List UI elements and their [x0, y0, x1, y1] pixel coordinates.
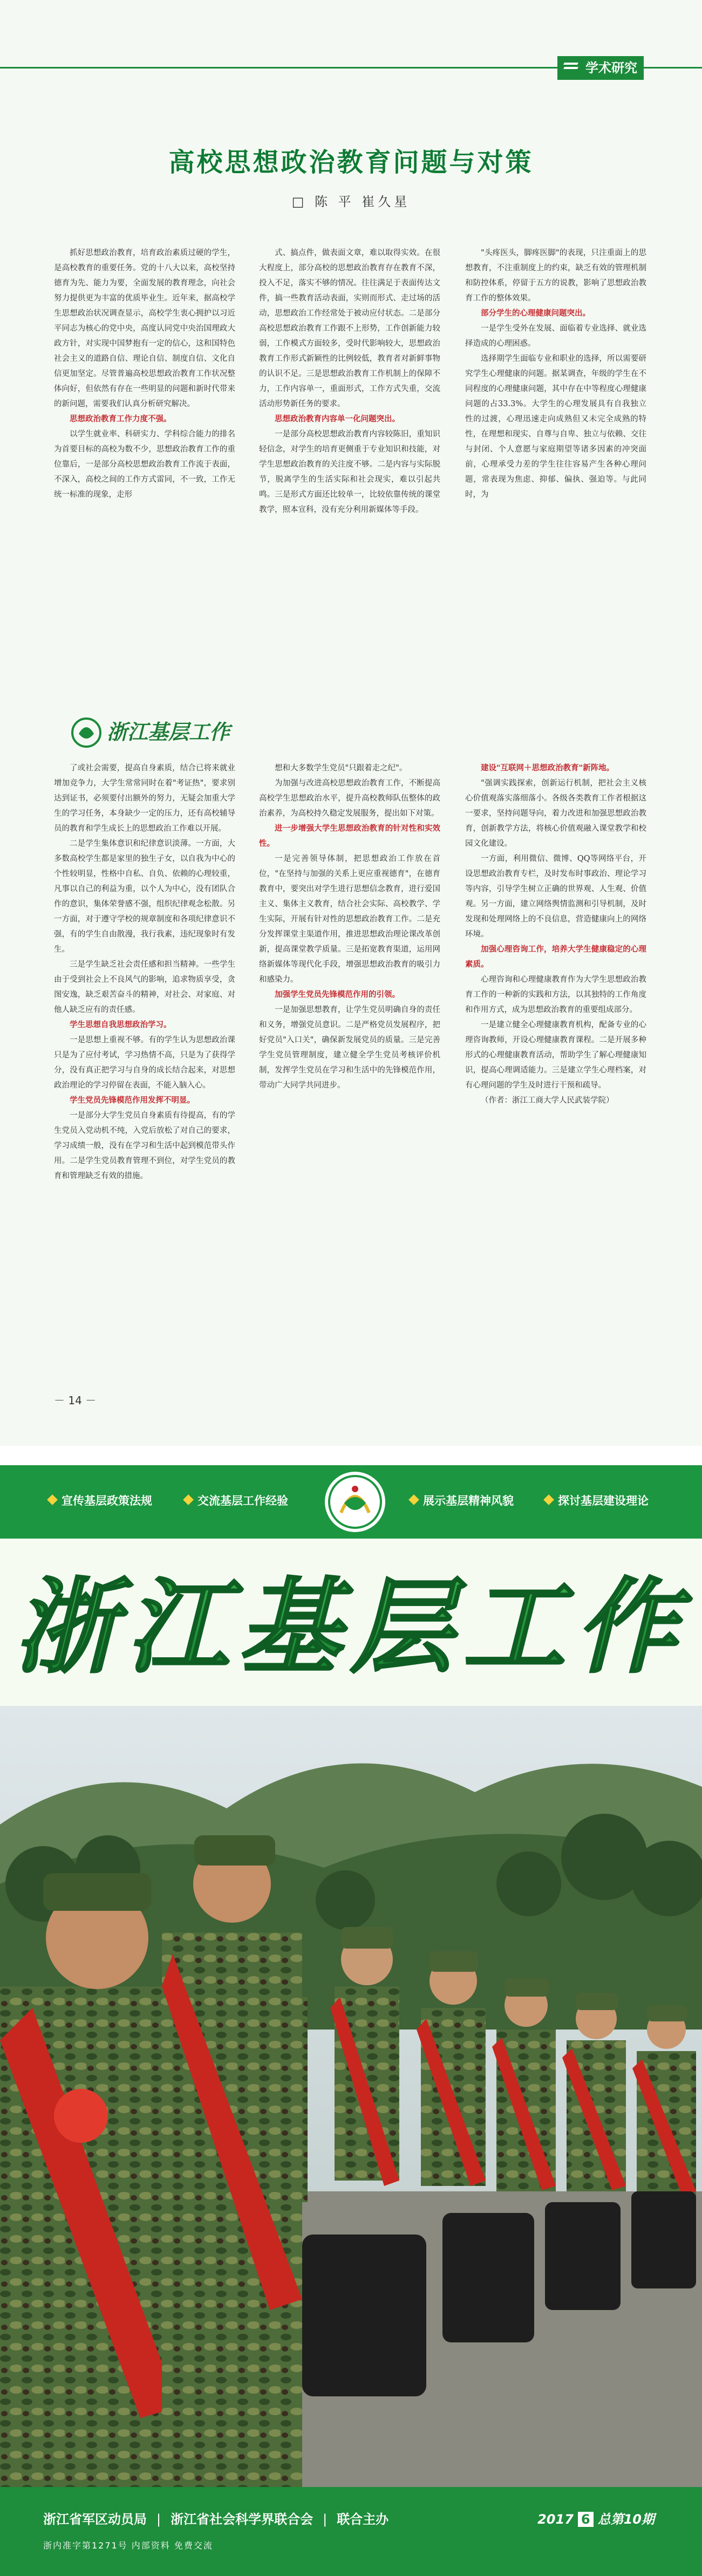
section-heading: 思想政治教育内容单一化问题突出。 — [275, 415, 400, 423]
stripes-icon — [564, 63, 578, 73]
issue-total: 总第10期 — [597, 2512, 655, 2527]
article-title: 高校思想政治教育问题与对策 — [168, 147, 534, 177]
logo-text: 浙江基层工作 — [107, 720, 230, 744]
paragraph: 一是加强思想教育，让学生党员明确自身的责任和义务，增强党员意识。二是严格党员发展程序，把好党员"入口关"，确保新发展党员的质量。三是完善学生党员管理制度，建立健全学生党员考核评价机制，发挥学生党员在学习和生活中的先锋模范作用，带动广大同学共同进步。 — [259, 1006, 440, 1090]
article-column-4 — [54, 761, 235, 1184]
paragraph: 一是建立健全心理健康教育机构，配备专业的心理咨询教师，开设心理健康教育课程。二是开展多种形式的心理健康教育活动，帮助学生了解心理健康知识，提高心理调适能力。三是建立学生心理档案，对有心理问题的学生及时进行干预和疏导。 — [465, 1021, 646, 1090]
calligraphy-logo-icon — [69, 713, 269, 751]
paragraph: （作者：浙江工商大学人民武装学院） — [481, 1096, 614, 1105]
paragraph: 一是思想上重视不够。有的学生认为思想政治课只是为了应付考试，学习热情不高，只是为了获得学分，没有真正把学习与自身的成长结合起来，对思想政治理论的学习停留在表面，不能入脑入心。 — [54, 1036, 235, 1090]
sponsor-1: 浙江省军区动员局 — [43, 2512, 147, 2527]
issue-number: 6 — [578, 2512, 594, 2527]
paragraph: 一方面，利用微信、微博、QQ等网络平台，开设思想政治教育专栏，及时发布时事政治、理论学习等内容，引导学生树立正确的世界观、人生观、价值观。另一方面，建立网络舆情监测和引导机制，及时发现和处理网络上的不良信息，营造健康向上的网络环境。 — [465, 855, 646, 939]
masthead-calligraphy-logo — [13, 1555, 688, 1695]
paragraph: 心理咨询和心理健康教育作为大学生思想政治教育工作的一种新的实践和方法，以其独特的工作角度和作用方式，成为思想政治教育的重要组成部分。 — [465, 975, 646, 1014]
article-column-2 — [259, 245, 440, 517]
page-number: － 14 － — [54, 1394, 97, 1407]
paragraph: 一是学生受外在发展、面临着专业选择、就业选择造成的心理困惑。 — [465, 324, 646, 348]
section-tag-label: 学术研究 — [585, 60, 637, 76]
paragraph: 一是部分大学生党员自身素质有待提高，有的学生党员入党动机不纯，入党后放松了对自己的要求，学习成绩一般，没有在学习和生活中起到模范带头作用。二是学生党员教育管理不到位，对学生党员的教育和管理缺乏有效的措施。 — [54, 1111, 235, 1180]
paragraph: 二是学生集体意识和纪律意识淡薄。一方面，大多数高校学生都是家里的独生子女，以自我为中心的个性较明显，性格中自私、自负、依赖的心理较重，凡事以自己的利益为重，以个人为中心，没有团队合作的意识，集体荣誉感不强，组织纪律观念松散。另一方面，对于遵守学校的规章制度和各项纪律意识不强，有的学生自由散漫，我行我素，违纪现象时有发生。 — [54, 839, 235, 954]
sponsor-line: 浙江省军区动员局 | 浙江省社会科学界联合会 | 联合主办 — [43, 2512, 389, 2527]
magazine-logo — [69, 713, 269, 751]
section-heading: 学生党员先锋模范作用发挥不明显。 — [70, 1096, 195, 1105]
article-page-2 — [0, 712, 702, 1446]
paragraph: 选择期学生面临专业和职业的选择，所以需要研究学生心理健康的问题。据某调查，年级的学生在不同程度的心理健康问题，其中存在中等程度心理健康问题的占33.3%。大学生的心理发展具有自我独立性的过渡，心理迅速走向成熟但又未完全成熟的特性，在理想和现实、自尊与自卑、独立与依赖、交往与封闭、个人意愿与家庭期望等诸多因素的冲突面前，心理承受力差的学生往往容易产生各种心理问题，常表现为焦虑、抑郁、偏执、强迫等。与此同时，为 — [465, 354, 646, 499]
slogan-banner — [0, 1465, 702, 1539]
issue-year: 2017 — [537, 2512, 574, 2527]
section-heading: 建设"互联网＋思想政治教育"新阵地。 — [481, 764, 615, 773]
section-tag — [557, 56, 644, 80]
banner-item-1: 宣传基层政策法规 — [49, 1492, 152, 1508]
issue-info — [537, 2509, 655, 2527]
emblem-icon — [323, 1470, 387, 1534]
sponsor-note: 联合主办 — [337, 2512, 389, 2527]
paragraph: 以学生就业率、科研实力、学科综合能力的排名为首要目标的高校为数不少，思想政治教育工作的重位靠后，一是部分高校思想政治教育工作流于表面，不深入，高校之间的工作方式雷同，不一致，工作无统一标准的现象，走形 — [54, 430, 235, 499]
article-column-3 — [465, 245, 646, 502]
paragraph: "强调实践探索，创新运行机制，把社会主义核心价值观落实落细落小。各级各类教育工作者根据这一要求，坚持问题导向，着力改进和加强思想政治教育，创新教学方法，将核心价值观融入课堂教学和校园文化建设。 — [465, 779, 646, 848]
banner-item-4: 探讨基层建设理论 — [545, 1492, 649, 1508]
soldiers-photo-image — [0, 1706, 702, 2487]
article-page-1 — [0, 0, 702, 712]
banner-item-2: 交流基层工作经验 — [185, 1492, 288, 1508]
article-column-1 — [54, 245, 235, 502]
article-column-5 — [259, 761, 440, 1093]
paragraph: 想和大多数学生党员"只跟着走之纪"。 — [275, 764, 407, 773]
section-heading: 思想政治教育工作力度不强。 — [70, 415, 172, 423]
section-heading: 进一步增强大学生思想政治教育的针对性和实效性。 — [259, 824, 440, 848]
article-authors: □ 陈 平 崔久星 — [291, 194, 411, 209]
section-heading: 加强心理咨询工作，培养大学生健康稳定的心理素质。 — [465, 945, 646, 969]
paragraph: "头疼医头，脚疼医脚"的表现，只注重面上的思想教育，不注重制度上的约束，缺乏有效的管理机制和防控体系，停留于五方的说教，影响了思想政治教育工作的整体效果。 — [465, 249, 646, 303]
paragraph: 式、搞点件，做表面文章，难以取得实效。在很大程度上，部分高校的思想政治教育存在教育不深，投入不足，落实不够的情况。往往满足于表面传达文件，搞一些教育活动表面，实则而形式、走过场的活动，思想政治工作经常处于被动应付状态。二是部分高校思想政治教育工作跟不上形势，工作创新能力较弱，工作模式方面较多，受时代影响较大，思想政治教育工作形式新颖性的比例较低，教育者对新鲜事物的认识不足。三是思想政治教育工作机制上的保障不力，工作内容单一，重面形式，工作方式失重，交流活动形势新任务的要求。 — [259, 249, 440, 408]
license-line: 浙内准字第1271号 内部资料 免费交流 — [43, 2540, 213, 2551]
section-heading: 学生思想自我思想政治学习。 — [70, 1021, 172, 1029]
masthead-text: 浙江基层工作 — [13, 1567, 688, 1687]
magazine-footer — [0, 2487, 702, 2576]
paragraph: 一是部分高校思想政治教育内容较陈旧，重知识轻信念，对学生的培育更侧重于专业知识和技能，对学生思想政治教育的关注度不够。二是内容与实际脱节，脱离学生的生活实际和社会现实，难以引起共鸣。三是形式方面还比较单一，比较依靠传统的课堂教学，照本宣科，没有充分利用新媒体等手段。 — [259, 430, 440, 514]
paragraph: 抓好思想政治教育，培育政治素质过硬的学生，是高校教育的重要任务。党的十八大以来，高校坚持德育为先、能力为要，全面发展的教育理念，向社会努力提供更为丰富的优质毕业生。近年来，据高校学生思想政治状况调查显示，高校学生衷心拥护以习近平同志为核心的党中央，高度认同党中央治国理政大政方针，对实现中国梦抱有一定的信心，这和国特色社会主义的道路自信、理论自信、制度自信、文化自信更加坚定。尽管普遍高校思想政治教育工作状况整体向好，但依然有存在一些明显的问题和新时代带来的新问题，需要我们认真分析研究解决。 — [54, 249, 235, 408]
paragraph: 为加强与改进高校思想政治教育工作，不断提高高校学生思想政治水平，提升高校教师队伍整体的政治素养，为高校持久稳定发展服务，提出如下对策。 — [259, 779, 440, 818]
section-heading: 加强学生党员先锋模范作用的引领。 — [275, 990, 400, 999]
paragraph: 一是完善领导体制，把思想政治工作放在首位，"在坚持与加强的关系上更应重视德育"，在德育教育中，要突出对学生进行思想信念教育，进行爱国主义、集体主义教育，结合社会实际、高校教学、学生实际，开展有针对性的思想政治教育工作。二是充分发挥课堂主渠道作用，推进思想政治理论课改革创新，提高课堂教学质量。三是拓宽教育渠道，运用网络新媒体等现代化手段，增强思想政治教育的吸引力和感染力。 — [259, 855, 440, 984]
article-column-6 — [465, 761, 646, 1108]
paragraph: 三是学生缺乏社会责任感和担当精神。一些学生由于受到社会上不良风气的影响，追求物质享受，贪图安逸，缺乏艰苦奋斗的精神，对社会、对家庭、对他人缺乏应有的责任感。 — [54, 960, 235, 1014]
paragraph: 了或社会需要，提高自身素质，结合已将来就业增加竞争力，大学生常常同时在着"考证热"，要求别达到证书，必须要付出额外的努力，无疑会加重大学生的学习任务，本身缺少一定的压力，还有高校辅导员的教育和学生成长上的思想政治工作难以开展。 — [54, 764, 235, 833]
sponsor-2: 浙江省社会科学界联合会 — [171, 2512, 313, 2527]
magazine-masthead — [0, 1539, 702, 1706]
section-heading: 部分学生的心理健康问题突出。 — [481, 309, 590, 318]
banner-item-3: 展示基层精神风貌 — [410, 1492, 514, 1508]
cover-photo — [0, 1706, 702, 2487]
